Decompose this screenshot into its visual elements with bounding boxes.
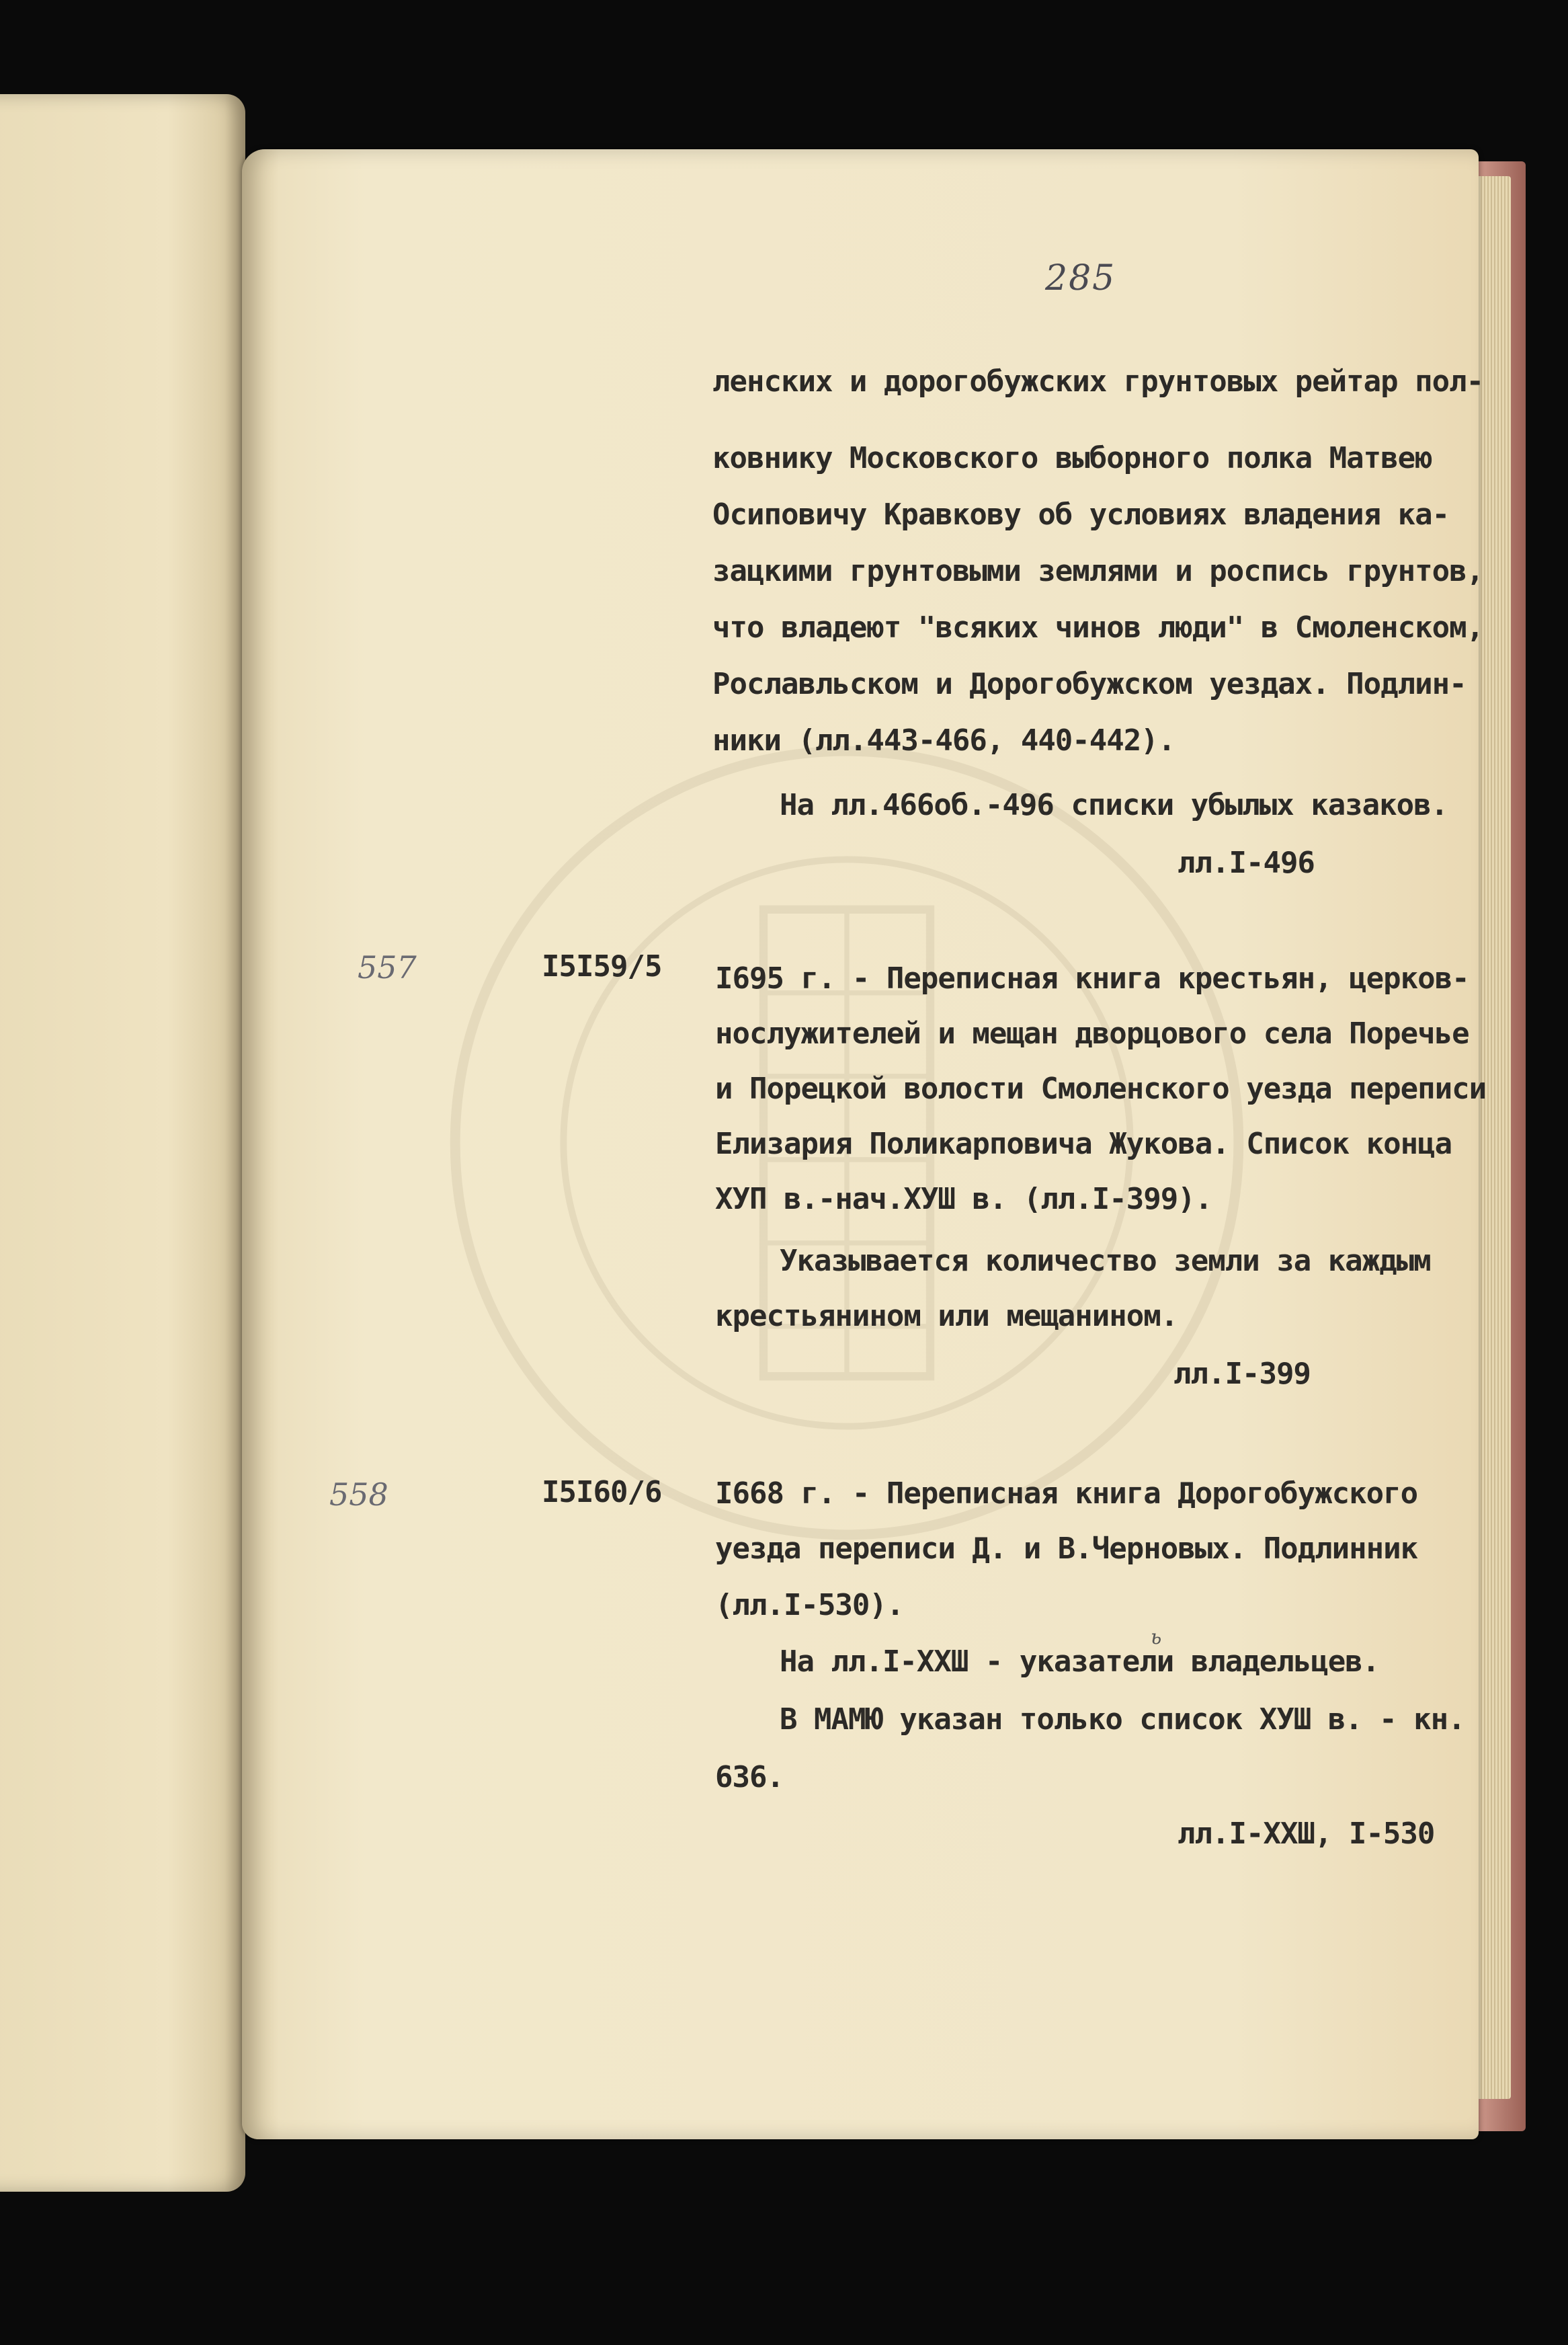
entry-line: и Порецкой волости Смоленского уезда переписи: [715, 1072, 1487, 1106]
continuation-ref: лл.I-496: [1178, 846, 1315, 880]
entry-line: (лл.I-530).: [715, 1588, 904, 1622]
entry-line: уезда переписи Д. и В.Черновых. Подлинник: [715, 1532, 1418, 1566]
entry-line: I695 г. - Переписная книга крестьян, церков-: [715, 961, 1469, 996]
page-number: 285: [1045, 258, 1116, 299]
entry-number: 557: [358, 949, 417, 986]
continuation-line: зацкими грунтовыми землями и роспись грунтов,: [712, 554, 1484, 588]
entry-note: На лл.I-ХХШ - указатели владельцев.: [780, 1644, 1380, 1679]
entry-number: 558: [329, 1476, 388, 1513]
left-page: [0, 94, 245, 2192]
continuation-line: ленских и дорогобужских грунтовых рейтар пол-: [712, 364, 1484, 399]
entry-line: I668 г. - Переписная книга Дорогобужского: [715, 1476, 1418, 1511]
continuation-line: Рославльском и Дорогобужском уездах. Подлин-: [712, 667, 1467, 701]
continuation-line: что владеют "всяких чинов люди" в Смоленском,: [712, 610, 1484, 645]
continuation-line: ковнику Московского выборного полка Матвею: [712, 441, 1432, 475]
entry-ref: лл.I-399: [1173, 1357, 1311, 1391]
entry-line: нослужителей и мещан дворцового села Поречье: [715, 1017, 1469, 1051]
entry-note: В МАМЮ указан только список ХУШ в. - кн.: [780, 1702, 1465, 1737]
entry-line: ХУП в.-нач.ХУШ в. (лл.I-399).: [715, 1182, 1212, 1216]
entry-note: 636.: [715, 1760, 784, 1794]
shelf-mark: I5I60/6: [542, 1475, 662, 1509]
continuation-note: На лл.466об.-496 списки убылых казаков.: [780, 788, 1448, 822]
handwritten-correction: ь: [1151, 1626, 1162, 1649]
entry-ref: лл.I-ХХШ, I-530: [1178, 1817, 1435, 1851]
entry-line: Елизария Поликарповича Жукова. Список конца: [715, 1127, 1452, 1161]
continuation-line: ники (лл.443-466, 440-442).: [712, 723, 1175, 758]
entry-note: крестьянином или мещанином.: [715, 1299, 1178, 1333]
continuation-line: Осиповичу Кравкову об условиях владения ка-: [712, 498, 1450, 532]
shelf-mark: I5I59/5: [542, 949, 662, 984]
entry-note: Указывается количество земли за каждым: [780, 1244, 1431, 1278]
